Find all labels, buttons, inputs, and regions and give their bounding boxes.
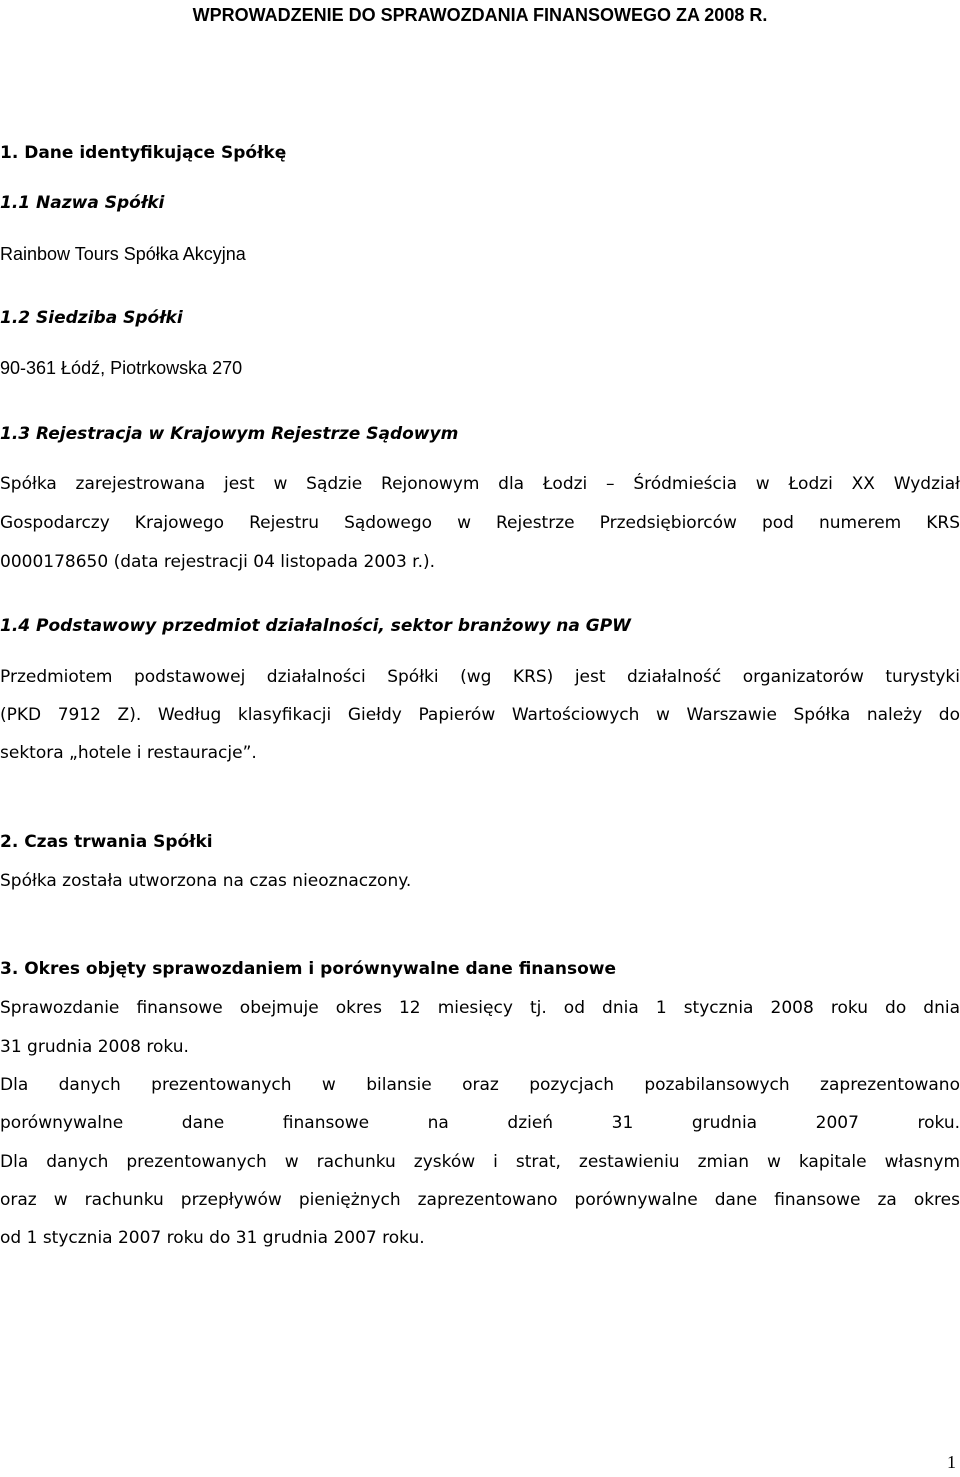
period-line-5: Dla danych prezentowanych w rachunku zysków i strat, zestawieniu zmian w kapitale własnym <box>0 1152 960 1172</box>
section-2-heading: 2. Czas trwania Spółki <box>0 832 213 852</box>
section-1-1-heading: 1.1 Nazwa Spółki <box>0 193 165 213</box>
registration-line-3: 0000178650 (data rejestracji 04 listopada 2003 r.). <box>0 552 436 572</box>
period-line-7: od 1 stycznia 2007 roku do 31 grudnia 2007 roku. <box>0 1228 425 1248</box>
section-1-4-heading: 1.4 Podstawowy przedmiot działalności, sektor branżowy na GPW <box>0 616 631 636</box>
activity-line-1: Przedmiotem podstawowej działalności Spółki (wg KRS) jest działalność organizatorów turystyki <box>0 667 960 687</box>
activity-line-2: (PKD 7912 Z). Według klasyfikacji Giełdy Papierów Wartościowych w Warszawie Spółka należy do <box>0 705 960 725</box>
period-line-1: Sprawozdanie finansowe obejmuje okres 12 miesięcy tj. od dnia 1 stycznia 2008 roku do dnia <box>0 998 960 1018</box>
period-line-3: Dla danych prezentowanych w bilansie oraz pozycjach pozabilansowych zaprezentowano <box>0 1075 960 1095</box>
registration-line-1: Spółka zarejestrowana jest w Sądzie Rejonowym dla Łodzi – Śródmieścia w Łodzi XX Wydział <box>0 474 960 494</box>
document-title: WPROWADZENIE DO SPRAWOZDANIA FINANSOWEGO ZA 2008 R. <box>192 5 768 25</box>
registration-line-2: Gospodarczy Krajowego Rejestru Sądowego w Rejestrze Przedsiębiorców pod numerem KRS <box>0 513 960 533</box>
period-line-2: 31 grudnia 2008 roku. <box>0 1037 189 1057</box>
period-line-6: oraz w rachunku przepływów pieniężnych zaprezentowano porównywalne dane finansowe za okres <box>0 1190 960 1210</box>
section-1-3-heading: 1.3 Rejestracja w Krajowym Rejestrze Sądowym <box>0 424 459 444</box>
activity-line-3: sektora „hotele i restauracje”. <box>0 743 257 763</box>
period-line-4: porównywalne dane finansowe na dzień 31 grudnia 2007 roku. <box>0 1113 960 1133</box>
company-address: 90-361 Łódź, Piotrkowska 270 <box>0 358 243 378</box>
section-3-heading: 3. Okres objęty sprawozdaniem i porównywalne dane finansowe <box>0 959 617 979</box>
company-name: Rainbow Tours Spółka Akcyjna <box>0 244 246 264</box>
page-number: 1 <box>947 1452 956 1472</box>
section-1-heading: 1. Dane identyfikujące Spółkę <box>0 143 287 163</box>
section-1-2-heading: 1.2 Siedziba Spółki <box>0 308 183 328</box>
duration-text: Spółka została utworzona na czas nieoznaczony. <box>0 871 412 891</box>
